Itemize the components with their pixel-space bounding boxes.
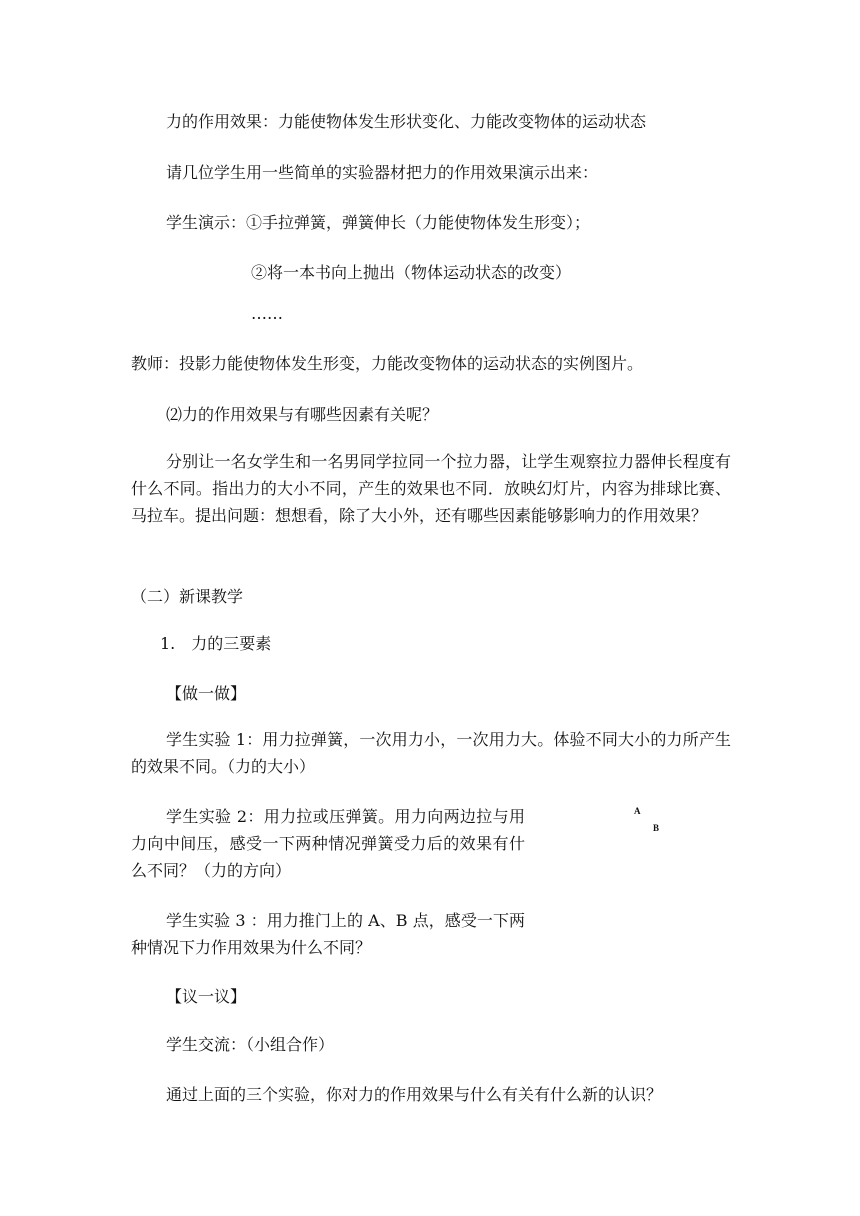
label-do-it: 【做一做】 <box>166 684 247 703</box>
text-new-understanding-question: 通过上面的三个实验，你对力的作用效果与什么有关有什么新的认识？ <box>166 1085 663 1104</box>
text-ellipsis: …… <box>251 304 283 323</box>
section-heading-new-lesson: （二）新课教学 <box>131 587 244 606</box>
paragraph-experiment-1: 学生实验 1：用力拉弹簧，一次用力小，一次用力大。体验不同大小的力所产生的效果不同。（力的大小） <box>131 730 731 776</box>
paragraph-pull-experiment: 分别让一名女学生和一名男同学拉同一个拉力器，让学生观察拉力器伸长程度有什么不同。指出力的大小不同，产生的效果也不同．放映幻灯片，内容为排球比赛、马拉车。提出问题：想想看，除了大小外，还有哪些因素能够影响力的作用效果？ <box>131 452 731 525</box>
text-student-exchange: 学生交流：（小组合作） <box>166 1035 335 1054</box>
paragraph-experiment-2: 学生实验 2：用力拉或压弹簧。用力向两边拉与用力向中间压，感受一下两种情况弹簧受力后的效果有什么不同？（力的方向） <box>131 807 525 880</box>
door-point-b-label: B <box>653 823 660 833</box>
paragraph-experiment-3: 学生实验 3 ：用力推门上的 A、B 点，感受一下两种情况下力作用效果为什么不同？ <box>131 911 525 957</box>
subheading-three-elements: 1. 力的三要素 <box>160 634 272 653</box>
text-effects-of-force: 力的作用效果：力能使物体发生形状变化、力能改变物体的运动状态 <box>166 112 647 131</box>
text-question-factors: ⑵力的作用效果与有哪些因素有关呢？ <box>166 405 439 424</box>
door-point-a-label: A <box>634 806 641 816</box>
text-teacher-projection: 教师：投影力能使物体发生形变，力能改变物体的运动状态的实例图片。 <box>131 354 644 373</box>
text-student-demo-2: ②将一本书向上抛出（物体运动状态的改变） <box>251 263 572 282</box>
label-discuss: 【议一议】 <box>166 987 247 1006</box>
text-student-demo-1: 学生演示：①手拉弹簧，弹簧伸长（力能使物体发生形变）； <box>166 213 591 232</box>
text-student-demo-request: 请几位学生用一些简单的实验器材把力的作用效果演示出来： <box>166 163 599 182</box>
